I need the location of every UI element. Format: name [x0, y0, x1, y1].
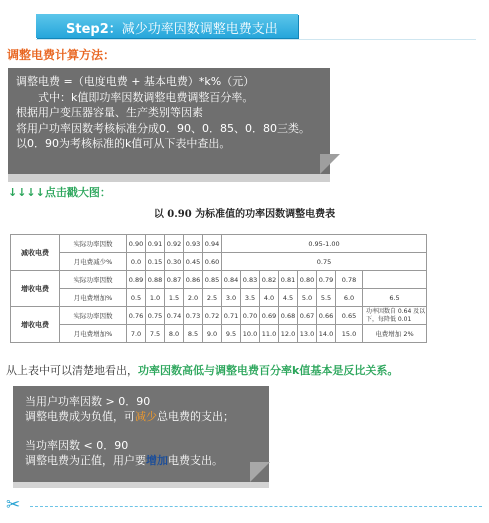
section-label-increase: 增收电费: [11, 271, 60, 307]
row-label: 实际功率因数: [60, 307, 127, 325]
table-cell: 0.93: [184, 235, 203, 253]
table-cell: 0.92: [165, 235, 184, 253]
table-row: [11, 235, 427, 253]
step-header-bar: [36, 14, 298, 38]
table-cell: 0.67: [298, 307, 317, 325]
table-cell: 0.82: [260, 271, 279, 289]
table-cell: 0.71: [222, 307, 241, 325]
adjustment-table[interactable]: [10, 234, 427, 343]
table-cell: 10.0: [241, 325, 260, 343]
table-cell: 0.83: [241, 271, 260, 289]
table-cell: 0.91: [146, 235, 165, 253]
table-cell: 0.89: [127, 271, 146, 289]
table-cell: 14.0: [317, 325, 336, 343]
table-cell: 0.69: [260, 307, 279, 325]
case2-condition: 当功率因数 < 0．90: [25, 439, 129, 452]
table-cell: 0.86: [184, 271, 203, 289]
case1-condition: 当用户功率因数 > 0．90: [25, 395, 151, 408]
case2-result-post: 电费支出。: [168, 454, 223, 467]
table-cell: 0.75: [222, 253, 427, 271]
table-cell: 0.0: [127, 253, 146, 271]
table-cell: 6.5: [363, 289, 427, 307]
enlarge-image-link[interactable]: ↓↓↓↓点击戳大图：: [8, 186, 111, 199]
method-heading: 调整电费计算方法：: [7, 48, 116, 62]
table-row: [11, 307, 427, 325]
case1-keyword: 减少: [135, 410, 157, 423]
case1-result-pre: 调整电费成为负值，可: [25, 410, 135, 423]
table-cell: 0.78: [336, 271, 363, 289]
step-title: 减少功率因数调整电费支出: [121, 22, 278, 37]
table-cell: 0.84: [222, 271, 241, 289]
table-cell: 0.79: [317, 271, 336, 289]
table-cell: 9.5: [222, 325, 241, 343]
formula-categories: 将用户功率因数考核标准分成0．90、0．85、0．80三类。: [16, 121, 310, 135]
table-cell: 1.0: [146, 289, 165, 307]
conclusion-highlight: 功率因数高低与调整电费百分率k值基本是反比关系。: [138, 364, 399, 377]
table-cell: 0.85: [203, 271, 222, 289]
table-cell: 电费增加 2%: [363, 325, 427, 343]
table-cell: 0.74: [165, 307, 184, 325]
table-cell: 15.0: [336, 325, 363, 343]
table-cell: 5.5: [317, 289, 336, 307]
formula-factors: 根据用户变压器容量、生产类别等因素: [16, 106, 203, 119]
table-cell: 0.75: [146, 307, 165, 325]
table-cell: 0.65: [336, 307, 363, 325]
table-cell: 0.80: [298, 271, 317, 289]
table-cell: 8.0: [165, 325, 184, 343]
case2-result-pre: 调整电费为正值，用户要: [25, 454, 146, 467]
formula-line: 调整电费 =（电度电费 + 基本电费）*k%（元）: [16, 75, 255, 88]
scissors-icon: ✂: [6, 495, 21, 515]
table-cell: 12.0: [279, 325, 298, 343]
table-cell: 0.88: [146, 271, 165, 289]
table-cell: 0.90: [127, 235, 146, 253]
dashed-divider: [30, 506, 482, 507]
table-cell: 0.5: [127, 289, 146, 307]
table-cell: 2.0: [184, 289, 203, 307]
case1-result-post: 总电费的支出；: [157, 410, 234, 423]
table-cell: 13.0: [298, 325, 317, 343]
table-cell: 0.73: [184, 307, 203, 325]
table-cell: 4.5: [279, 289, 298, 307]
conclusion-text: [6, 362, 398, 378]
row-label: 实际功率因数: [60, 235, 127, 253]
table-cell: 4.0: [260, 289, 279, 307]
table-cell: 0.15: [146, 253, 165, 271]
table-cell: 0.95-1.00: [222, 235, 427, 253]
table-cell: 0.94: [203, 235, 222, 253]
table-cell: 0.60: [203, 253, 222, 271]
table-cell: 3.0: [222, 289, 241, 307]
table-cell: 11.0: [260, 325, 279, 343]
case-box: [13, 386, 269, 482]
conclusion-lead: 从上表中可以清楚地看出，: [6, 364, 138, 377]
table-cell: [363, 271, 427, 289]
case-box-fold: [250, 462, 270, 482]
table-cell: 7.5: [146, 325, 165, 343]
table-row: [11, 253, 427, 271]
step-header-rule: [36, 39, 476, 40]
table-cell: 6.0: [336, 289, 363, 307]
step-label: Step2：: [66, 22, 122, 37]
table-row: [11, 289, 427, 307]
row-label: 月电费增加%: [60, 325, 127, 343]
table-cell: 0.45: [184, 253, 203, 271]
table-cell: 3.5: [241, 289, 260, 307]
formula-box-shadow: [8, 174, 330, 182]
section-label-decrease: 减收电费: [11, 235, 60, 271]
row-label: 月电费减少%: [60, 253, 127, 271]
table-cell: 0.87: [165, 271, 184, 289]
case2-keyword: 增加: [146, 454, 168, 467]
table-title: 以 0.90 为标准值的功率因数调整电费表: [153, 209, 336, 220]
table-note-cell: 功率因数自 0.64 及以下，每降低 0.01: [363, 307, 427, 325]
table-row: [11, 325, 427, 343]
section-label-increase-2: 增收电费: [11, 307, 60, 343]
row-label: 实际功率因数: [60, 271, 127, 289]
table-cell: 0.70: [241, 307, 260, 325]
table-cell: 2.5: [203, 289, 222, 307]
case2-result: [25, 453, 259, 468]
table-cell: 7.0: [127, 325, 146, 343]
row-label: 月电费增加%: [60, 289, 127, 307]
formula-k-definition: 式中：k值即功率因数调整电费调整百分率。: [38, 90, 254, 104]
table-cell: 0.81: [279, 271, 298, 289]
formula-box: [8, 68, 330, 174]
table-row: [11, 271, 427, 289]
table-cell: 8.5: [184, 325, 203, 343]
case-gap: [25, 424, 259, 438]
step-header-text: [66, 18, 278, 37]
table-cell: 0.66: [317, 307, 336, 325]
table-cell: 0.68: [279, 307, 298, 325]
case-box-shadow: [13, 482, 269, 488]
case1-result: [25, 409, 259, 424]
table-cell: 5.0: [298, 289, 317, 307]
table-cell: 9.0: [203, 325, 222, 343]
table-cell: 0.76: [127, 307, 146, 325]
table-cell: 1.5: [165, 289, 184, 307]
formula-box-fold: [320, 154, 340, 174]
table-cell: 0.30: [165, 253, 184, 271]
formula-lookup-note: 以0．90为考核标准的k值可从下表中查出。: [16, 137, 231, 150]
table-cell: 0.72: [203, 307, 222, 325]
